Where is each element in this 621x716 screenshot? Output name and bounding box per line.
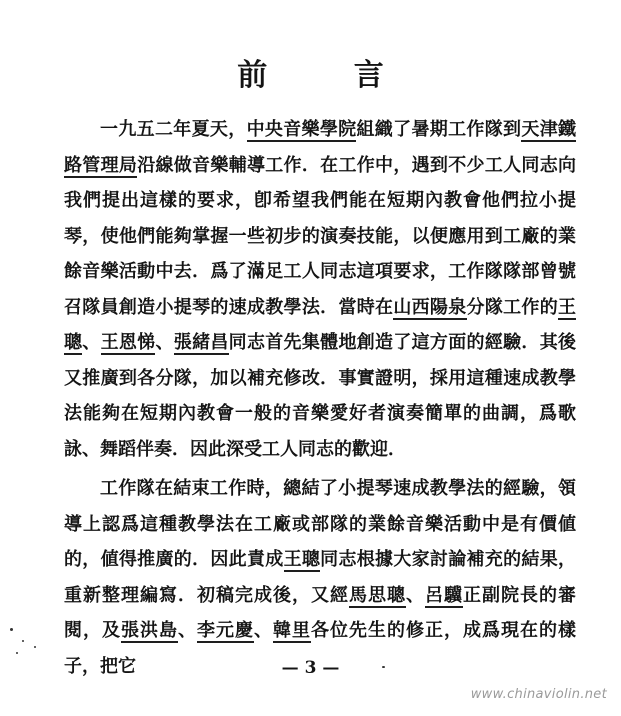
text-run: 組織了暑期工作隊到: [356, 119, 522, 140]
scan-speck: [16, 652, 18, 654]
text-run: 、: [178, 620, 197, 641]
scan-speck: [10, 628, 13, 631]
text-run: 正副院長的審閱，及: [64, 584, 576, 641]
underlined-name: 李元慶: [197, 620, 254, 641]
underlined-name: 張緒昌: [173, 332, 229, 353]
scan-speck: [382, 666, 385, 668]
scan-speck: [34, 646, 36, 648]
underlined-name: 中央音樂學院: [246, 119, 357, 140]
underlined-name: 呂驥: [425, 584, 463, 606]
body-text: [64, 112, 576, 684]
paragraph-1: [64, 112, 576, 467]
underlined-name: 馬思聰: [349, 584, 406, 606]
text-run: 、: [155, 332, 174, 353]
text-run: 同志首先集體地創造了這方面的經驗．其後又推廣到各分隊，加以補充修改．事實證明，採用這種速成教學法能夠在短期內教會一般的音樂愛好者演奏簡單的曲調，爲歌詠、舞蹈伴奏．因此深受工人同志的歡迎．: [64, 332, 577, 460]
scan-speck: [22, 640, 24, 642]
page-title: 前 言: [237, 58, 422, 93]
page-number: — 3 —: [281, 658, 340, 678]
paragraph-2: [64, 471, 576, 684]
underlined-name: 王聰: [283, 549, 321, 570]
text-run: 各位先生的修正，成爲現在的樣子，把它: [64, 620, 576, 677]
underlined-name: 韓里: [273, 620, 311, 641]
underlined-name: 張洪島: [121, 620, 178, 641]
underlined-name: 王恩悌: [100, 332, 156, 353]
text-run: 分隊工作的: [466, 296, 559, 318]
watermark: www.chinaviolin.net: [470, 687, 607, 702]
underlined-name: 山西陽泉: [393, 296, 467, 318]
text-run: 、: [254, 620, 273, 641]
text-run: 沿線做音樂輔導工作．在工作中，遇到不少工人同志向我們提出這樣的要求，卽希望我們能在短期內教會他們拉小提琴，使他們能夠掌握一些初步的演奏技能，以便應用到工廠的業餘音樂活動中去．爲了滿足工人同志這項要求，工作隊隊部曾號召隊員創造小提琴的速成教學法．當時在: [64, 154, 576, 318]
underlined-name: 天津鐵路管理局: [64, 119, 577, 176]
underlined-name: 王聰: [64, 296, 577, 353]
text-run: 同志根據大家討論補充的結果，重新整理編寫．初稿完成後，又經: [64, 549, 577, 606]
text-run: 工作隊在結束工作時，總結了小提琴速成教學法的經驗，領導上認爲這種教學法在工廠或部隊的業餘音樂活動中是有價値的，値得推廣的．因此責成: [64, 478, 576, 570]
text-run: 、: [406, 584, 425, 606]
text-run: 一九五二年夏天，: [100, 119, 247, 140]
text-run: 、: [82, 332, 101, 353]
